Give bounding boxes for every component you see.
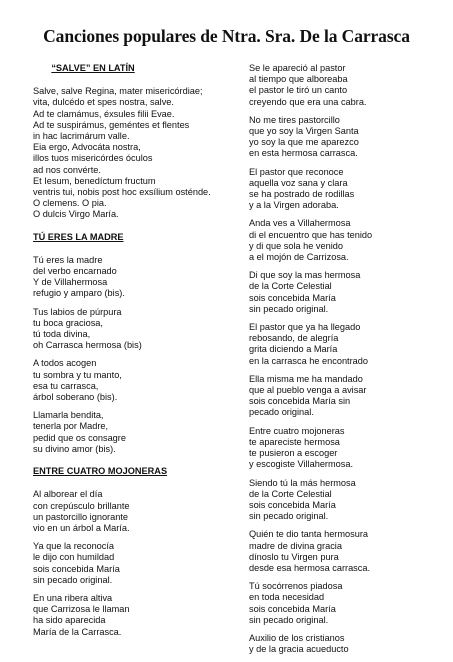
verse-line: refugio y amparo (bis). bbox=[33, 288, 125, 299]
stanza bbox=[249, 374, 439, 419]
stanza bbox=[33, 358, 229, 403]
verse-line: un pastorcillo ignorante bbox=[33, 511, 128, 522]
verse-line: Se le apareció al pastor bbox=[249, 63, 346, 73]
verse-line: aquella voz sana y clara bbox=[249, 177, 348, 188]
section-heading: TÚ ERES LA MADRE bbox=[33, 231, 124, 242]
verse-line: sois concebida María sin bbox=[249, 396, 351, 407]
verse-line: Auxilio de los cristianos bbox=[249, 632, 345, 643]
verse-line: sin pecado original. bbox=[33, 574, 113, 585]
verse-line: rebosando, de alegría bbox=[249, 333, 339, 344]
verse-line: tenerla por Madre, bbox=[33, 421, 109, 432]
verse-line: que yo soy la Virgen Santa bbox=[249, 126, 359, 137]
verse-line: desde esa hermosa carrasca. bbox=[249, 562, 371, 573]
verse-line: No me tires pastorcillo bbox=[249, 114, 340, 125]
verse-line: te pusieron a escoger bbox=[249, 448, 338, 459]
left-column bbox=[33, 63, 229, 649]
verse-line: Eia ergo, Advocáta nostra, bbox=[33, 142, 141, 153]
verse-line: sin pecado original. bbox=[249, 614, 329, 625]
stanza bbox=[33, 307, 229, 352]
verse-line: En una ribera altiva bbox=[33, 592, 113, 603]
verse-line: su divino amor (bis). bbox=[33, 443, 116, 454]
verse-line: y di que sola he venido bbox=[249, 240, 343, 251]
verse-line: A todos acogen bbox=[33, 358, 97, 369]
verse-line: del verbo encarnado bbox=[33, 266, 117, 277]
verse-line: yo soy la que me aparezco bbox=[249, 137, 359, 148]
verse-line: El pastor que reconoce bbox=[249, 166, 344, 177]
verse-line: pecado original. bbox=[249, 407, 314, 418]
verse-line: Llamarla bendita, bbox=[33, 410, 104, 421]
verse-line: vita, dulcédo et spes nostra, salve. bbox=[33, 97, 174, 108]
verse-line: sin pecado original. bbox=[249, 303, 329, 314]
stanza bbox=[249, 633, 439, 655]
stanza bbox=[33, 255, 229, 300]
stanza bbox=[249, 478, 439, 523]
stanza bbox=[249, 529, 439, 574]
verse-line: grita diciendo a María bbox=[249, 344, 338, 355]
stanza bbox=[33, 541, 229, 586]
stanza bbox=[249, 218, 439, 263]
verse-line: Di que soy la mas hermosa bbox=[249, 270, 361, 281]
right-column bbox=[249, 63, 439, 662]
verse-line: Entre cuatro mojoneras bbox=[249, 425, 345, 436]
verse-line: María de la Carrasca. bbox=[33, 626, 122, 637]
verse-line: de la Corte Celestial bbox=[249, 488, 332, 499]
verse-line: que al pueblo venga a avisar bbox=[249, 385, 367, 396]
verse-line: Ya que la reconocía bbox=[33, 541, 115, 552]
verse-line: se ha postrado de rodillas bbox=[249, 189, 355, 200]
verse-line: y a la Virgen adoraba. bbox=[249, 200, 339, 211]
section-heading: ENTRE CUATRO MOJONERAS bbox=[33, 466, 168, 477]
verse-line: Tú eres la madre bbox=[33, 254, 103, 265]
verse-line: y de la gracia acueducto bbox=[249, 644, 349, 655]
verse-line: Ad te suspirámus, geméntes et flentes bbox=[33, 119, 190, 130]
verse-line: creyendo que era una cabra. bbox=[249, 96, 367, 107]
stanza bbox=[33, 86, 229, 220]
verse-line: El pastor que ya ha llegado bbox=[249, 322, 361, 333]
verse-line: Tus labios de púrpura bbox=[33, 306, 122, 317]
verse-line: en la carrasca he encontrado bbox=[249, 355, 369, 366]
verse-line: al tiempo que alboreaba bbox=[249, 74, 348, 85]
verse-line: Quién te dio tanta hermosura bbox=[249, 529, 368, 540]
verse-line: tú toda divina, bbox=[33, 329, 91, 340]
verse-line: vio en un árbol a María. bbox=[33, 522, 130, 533]
verse-line: Et Iesum, benedíctum fructum bbox=[33, 175, 156, 186]
verse-line: te apareciste hermosa bbox=[249, 436, 340, 447]
verse-line: dínoslo tu Virgen pura bbox=[249, 551, 339, 562]
verse-line: árbol soberano (bis). bbox=[33, 392, 118, 403]
section-heading: “SALVE” EN LATÍN bbox=[51, 63, 135, 73]
verse-line: madre de divina gracia bbox=[249, 540, 342, 551]
verse-line: Ad te clamámus, éxsules filii Evae. bbox=[33, 108, 175, 119]
verse-line: Siendo tú la más hermosa bbox=[249, 477, 356, 488]
stanza bbox=[249, 115, 439, 160]
verse-line: oh Carrasca hermosa (bis) bbox=[33, 340, 142, 351]
verse-line: de la Corte Celestial bbox=[249, 281, 332, 292]
verse-line: con crepúsculo brillante bbox=[33, 500, 130, 511]
verse-line: Anda ves a Villahermosa bbox=[249, 218, 351, 229]
verse-line: le dijo con humildad bbox=[33, 552, 115, 563]
verse-line: en toda necesidad bbox=[249, 592, 325, 603]
verse-line: Salve, salve Regina, mater misericórdiae; bbox=[33, 86, 203, 97]
verse-line: in hac lacrimárum valle. bbox=[33, 131, 130, 142]
verse-line: Tú socórrenos piadosa bbox=[249, 581, 343, 592]
stanza bbox=[249, 322, 439, 367]
verse-line: O clemens. O pia. bbox=[33, 198, 107, 209]
verse-line: esa tu carrasca, bbox=[33, 380, 99, 391]
verse-line: ha sido aparecida bbox=[33, 615, 106, 626]
verse-line: a el mojón de Carrizosa. bbox=[249, 252, 349, 263]
verse-line: que Carrizosa le llaman bbox=[33, 604, 130, 615]
verse-line: sois concebida María bbox=[33, 563, 120, 574]
verse-line: Al alborear el día bbox=[33, 489, 103, 500]
stanza bbox=[249, 270, 439, 315]
verse-line: O dulcis Virgo María. bbox=[33, 209, 119, 220]
verse-line: el pastor le tiró un canto bbox=[249, 85, 348, 96]
stanza bbox=[33, 593, 229, 638]
verse-line: sin pecado original. bbox=[249, 511, 329, 522]
verse-line: Ella misma me ha mandado bbox=[249, 373, 363, 384]
verse-line: ad nos convérte. bbox=[33, 164, 101, 175]
verse-line: di el encuentro que has tenido bbox=[249, 229, 373, 240]
verse-line: illos tuos misericórdes óculos bbox=[33, 153, 153, 164]
verse-line: tu boca graciosa, bbox=[33, 317, 103, 328]
verse-line: sois concebida María bbox=[249, 499, 336, 510]
verse-line: tu sombra y tu manto, bbox=[33, 369, 122, 380]
verse-line: en esta hermosa carrasca. bbox=[249, 148, 358, 159]
stanza bbox=[249, 426, 439, 471]
verse-line: pedid que os consagre bbox=[33, 432, 126, 443]
verse-line: sois concebida María bbox=[249, 603, 336, 614]
stanza bbox=[249, 167, 439, 212]
verse-line: sois concebida María bbox=[249, 292, 336, 303]
stanza bbox=[249, 581, 439, 626]
stanza bbox=[33, 410, 229, 455]
stanza bbox=[33, 489, 229, 534]
verse-line: ventris tui, nobis post hoc exsílium osténde. bbox=[33, 187, 211, 198]
verse-line: Y de Villahermosa bbox=[33, 277, 108, 288]
verse-line: y escogiste Villahermosa. bbox=[249, 459, 354, 470]
stanza bbox=[249, 63, 439, 108]
page-title: Canciones populares de Ntra. Sra. De la Carrasca bbox=[43, 26, 410, 46]
